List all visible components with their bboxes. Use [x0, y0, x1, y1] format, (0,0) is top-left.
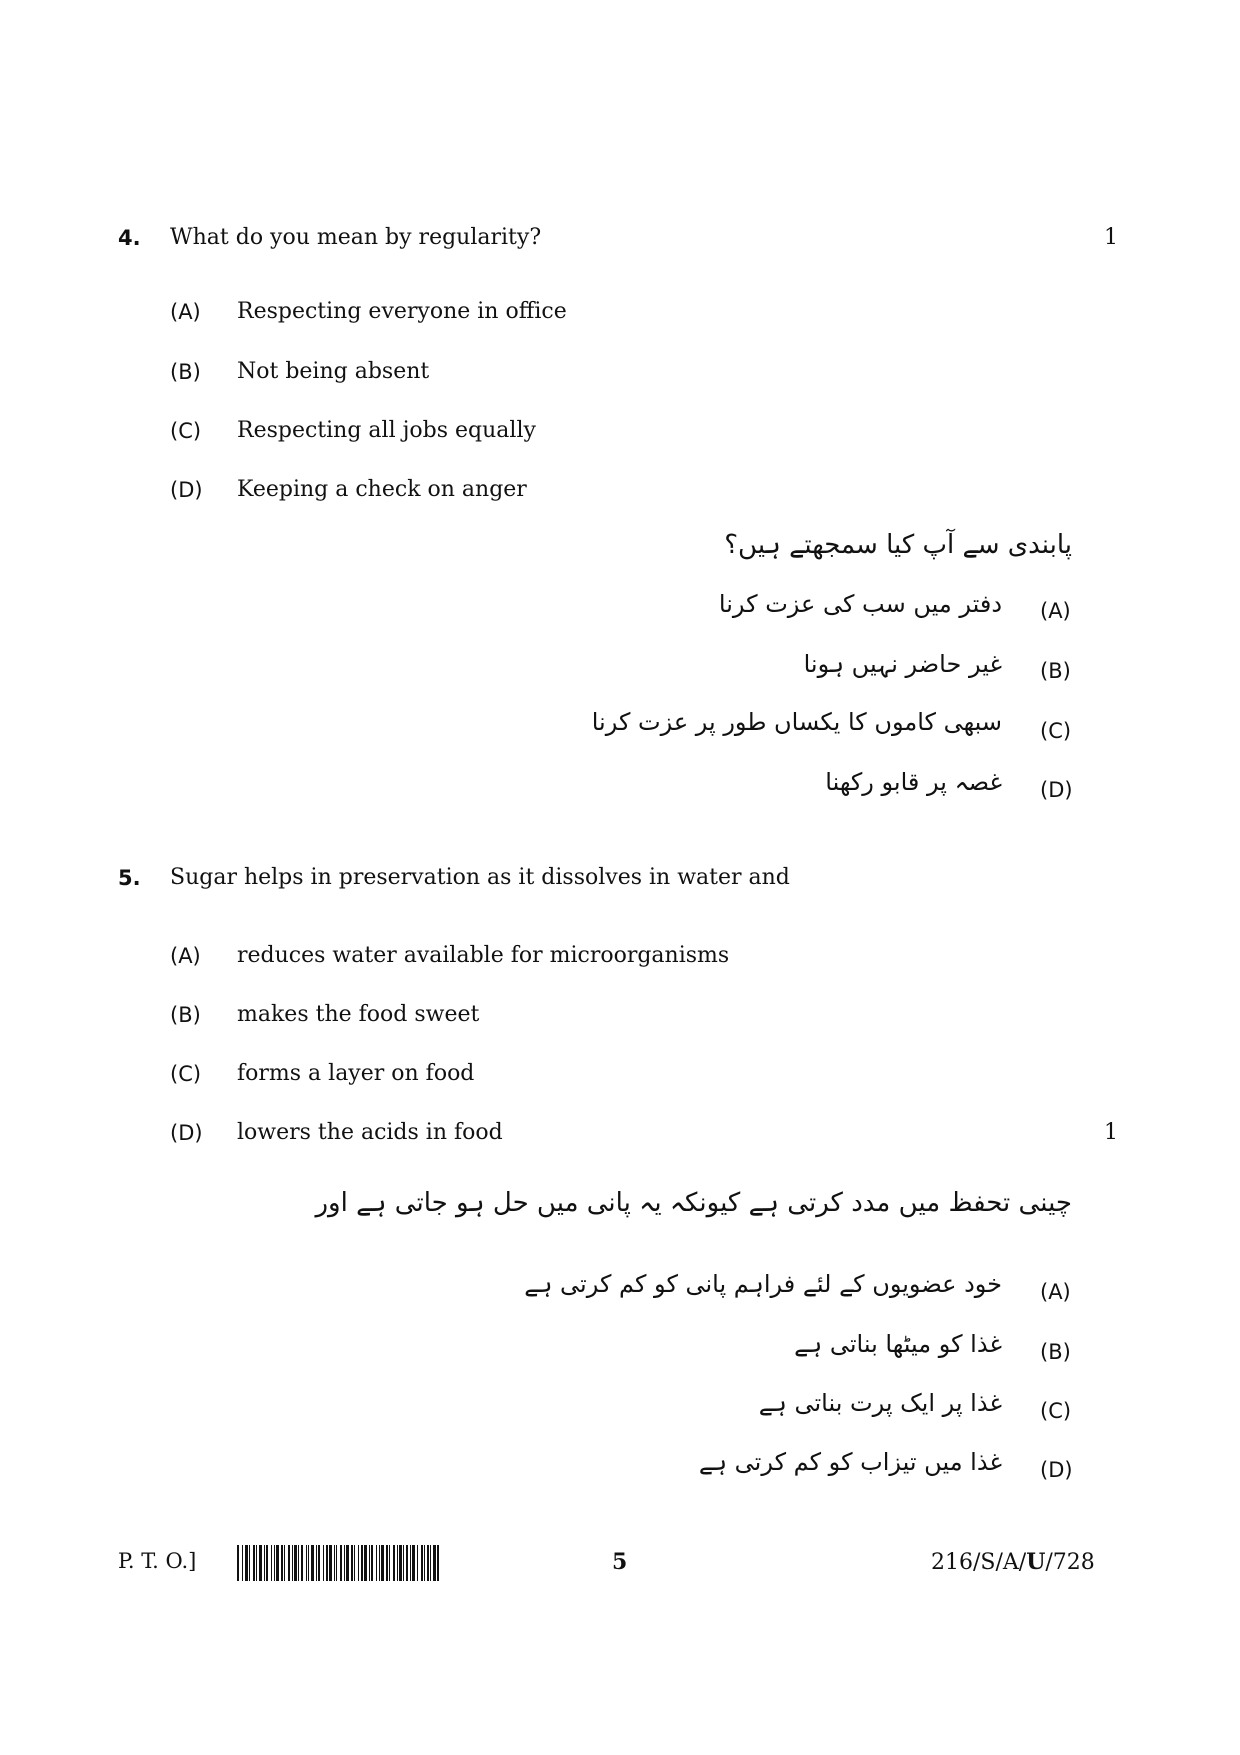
- question-4-marks: 1: [1104, 225, 1118, 250]
- page-number: 5: [612, 1549, 628, 1575]
- q4-urdu-option-b-letter: (B): [1040, 659, 1071, 683]
- q4-option-c-text: Respecting all jobs equally: [237, 418, 536, 443]
- q5-option-c-text: forms a layer on food: [237, 1061, 475, 1086]
- paper-code-suffix: /728: [1045, 1550, 1095, 1575]
- q5-urdu-option-a-text: خود عضویوں کے لئے فراہم پانی کو کم کرتی ہے: [524, 1270, 1002, 1298]
- q4-option-b-text: Not being absent: [237, 359, 430, 384]
- q5-option-d-text: lowers the acids in food: [237, 1120, 503, 1145]
- q4-urdu-option-a-letter: (A): [1040, 599, 1071, 623]
- q4-urdu-question: پابندی سے آپ کیا سمجھتے ہیں؟: [724, 530, 1072, 560]
- question-5-marks: 1: [1104, 1120, 1118, 1145]
- question-4-text: What do you mean by regularity?: [170, 225, 542, 250]
- q5-urdu-option-b-text: غذا کو میٹھا بناتی ہے: [794, 1330, 1002, 1358]
- q4-urdu-option-d-text: غصہ پر قابو رکھنا: [825, 768, 1002, 796]
- q5-option-c-letter: (C): [170, 1062, 202, 1086]
- q5-urdu-question: چینی تحفظ میں مدد کرتی ہے کیونکہ یہ پانی میں حل ہو جاتی ہے اور: [315, 1188, 1072, 1218]
- paper-code-prefix: 216/S/A/: [931, 1550, 1027, 1575]
- paper-code: [931, 1549, 1095, 1575]
- q5-urdu-option-d-text: غذا میں تیزاب کو کم کرتی ہے: [698, 1448, 1002, 1476]
- q4-option-d-text: Keeping a check on anger: [237, 477, 527, 502]
- q4-option-b-letter: (B): [170, 360, 201, 384]
- q5-urdu-option-c-letter: (C): [1040, 1399, 1072, 1423]
- q4-option-c-letter: (C): [170, 419, 202, 443]
- q4-urdu-option-c-letter: (C): [1040, 719, 1072, 743]
- q5-option-b-text: makes the food sweet: [237, 1002, 480, 1027]
- q5-option-a-text: reduces water available for microorganisms: [237, 943, 730, 968]
- q5-urdu-option-b-letter: (B): [1040, 1340, 1071, 1364]
- q5-urdu-option-c-text: غذا پر ایک پرت بناتی ہے: [758, 1389, 1002, 1417]
- paper-code-bold: U: [1026, 1549, 1046, 1575]
- q5-option-d-letter: (D): [170, 1121, 203, 1145]
- q4-option-a-letter: (A): [170, 300, 201, 324]
- barcode: [237, 1545, 533, 1581]
- q4-urdu-option-b-text: غیر حاضر نہیں ہونا: [803, 650, 1002, 678]
- q4-urdu-option-a-text: دفتر میں سب کی عزت کرنا: [718, 590, 1002, 618]
- q4-urdu-option-d-letter: (D): [1040, 778, 1073, 802]
- q5-urdu-option-a-letter: (A): [1040, 1280, 1071, 1304]
- q4-option-a-text: Respecting everyone in office: [237, 299, 567, 324]
- q5-option-b-letter: (B): [170, 1003, 201, 1027]
- question-5-text: Sugar helps in preservation as it dissolves in water and: [170, 865, 790, 890]
- q4-option-d-letter: (D): [170, 478, 203, 502]
- q4-urdu-option-c-text: سبھی کاموں کا یکساں طور پر عزت کرنا: [591, 708, 1002, 736]
- q5-option-a-letter: (A): [170, 944, 201, 968]
- question-4-number: 4.: [118, 226, 141, 250]
- q5-urdu-option-d-letter: (D): [1040, 1458, 1073, 1482]
- question-5-number: 5.: [118, 866, 141, 890]
- pto-label: P. T. O.]: [118, 1549, 197, 1573]
